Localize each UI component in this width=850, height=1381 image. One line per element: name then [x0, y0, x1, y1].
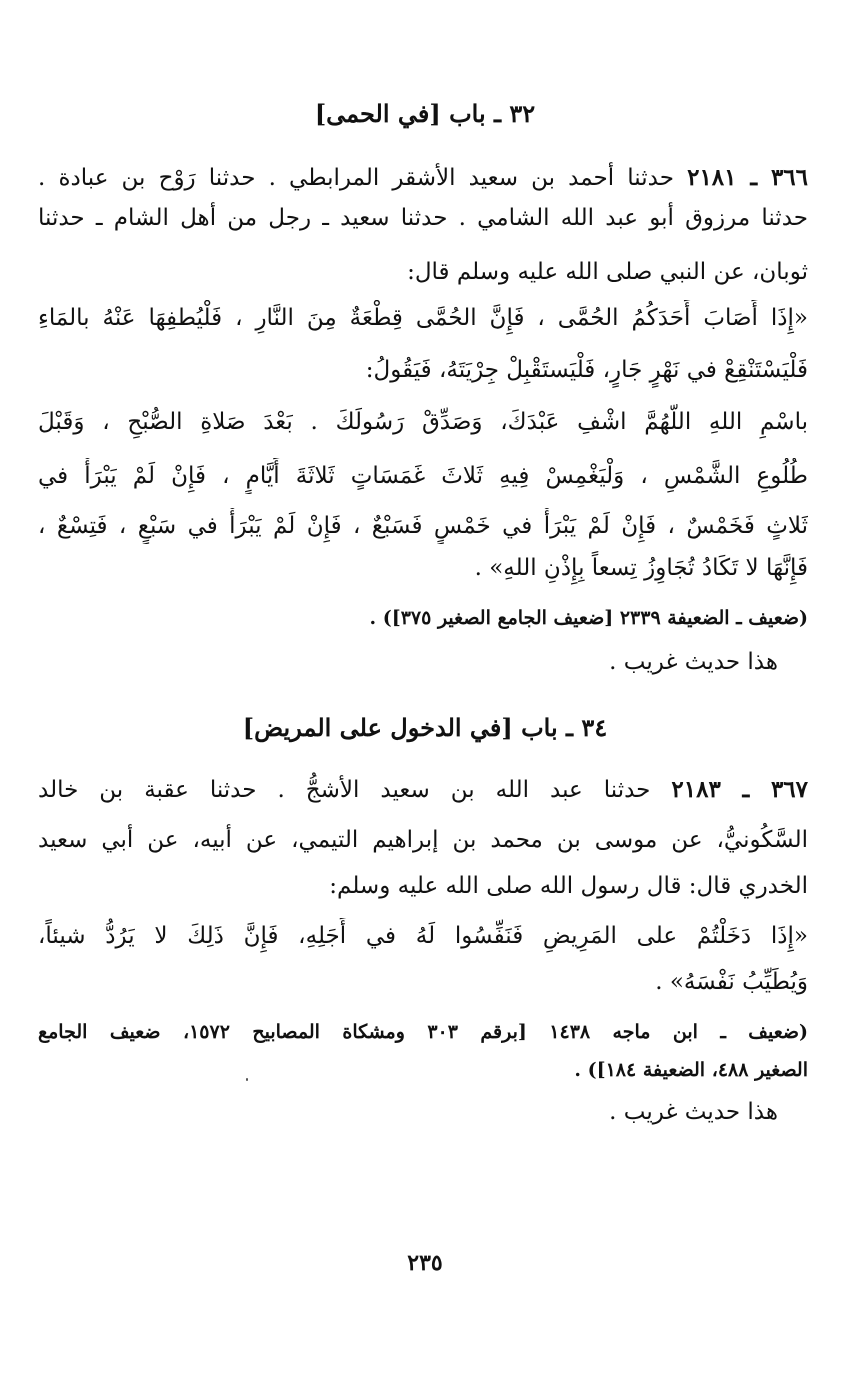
chapter-heading: ٣٢ ـ باب [في الحمى]: [314, 99, 536, 128]
hadith-matn-line: فَإِنَّهَا لا تَكَادُ تُجَاوِزُ تِسعاً بِإِذْنِ اللهِ» .: [474, 555, 808, 581]
hadith-number: ٣٦٧ ـ ٢١٨٣: [671, 776, 808, 803]
hadith-line: السَّكُونيُّ، عن موسى بن محمد بن إبراهيم التيمي، عن أبيه، عن أبي سعيد: [38, 827, 808, 853]
hadith-comment: هذا حديث غريب .: [609, 1099, 778, 1125]
hadith-line: الخدري قال: قال رسول الله صلى الله عليه وسلم:: [329, 873, 808, 899]
hadith-line: ثوبان، عن النبي صلى الله عليه وسلم قال:: [407, 259, 808, 285]
hadith-line: [38, 772, 808, 808]
hadith-matn-line: وَيُطَيِّبُ نَفْسَهُ» .: [655, 969, 808, 995]
scan-speck: [246, 1078, 248, 1081]
hadith-grading: الصغير ٤٨٨، الضعيفة ١٨٤]) .: [574, 1059, 808, 1081]
hadith-number: ٣٦٦ ـ ٢١٨١: [687, 164, 808, 191]
hadith-grading: (ضعيف ـ ابن ماجه ١٤٣٨ [برقم ٣٠٣ ومشكاة المصابيح ١٥٧٢، ضعيف الجامع: [38, 1021, 808, 1043]
page-number: ٢٣٥: [407, 1250, 443, 1276]
hadith-matn-line: «إِذَا أَصَابَ أَحَدَكُمُ الحُمَّى ، فَإِنَّ الحُمَّى قِطْعَةٌ مِنَ النَّارِ ، فَلْيُطفِهَا عَنْهُ بالمَاءِ: [38, 305, 808, 331]
hadith-matn-line: «إِذَا دَخَلْتُمْ على المَرِيضِ فَنَفِّسُوا لَهُ في أَجَلِهِ، فَإِنَّ ذَلِكَ لا يَرُدُّ شيئاً،: [38, 923, 808, 949]
hadith-matn-line: طُلُوعِ الشَّمْسِ ، وَلْيَغْمِسْ فِيهِ ثَلاثَ غَمَسَاتٍ ثَلاثَةَ أَيَّامٍ ، فَإِنْ لَمْ يَبْرَأْ في: [38, 463, 808, 489]
hadith-text: حدثنا أحمد بن سعيد الأشقر المرابطي . حدثنا رَوْح بن عبادة .: [38, 165, 674, 191]
hadith-comment: هذا حديث غريب .: [609, 649, 778, 675]
hadith-matn-line: فَلْيَسْتَنْقِعْ في نَهْرٍ جَارٍ، فَلْيَستَقْبِلْ جِرْيَتَهُ، فَيَقُولُ:: [365, 357, 808, 383]
hadith-line: حدثنا مرزوق أبو عبد الله الشامي . حدثنا سعيد ـ رجل من أهل الشام ـ حدثنا: [38, 205, 808, 231]
hadith-grading: (ضعيف ـ الضعيفة ٢٣٣٩ [ضعيف الجامع الصغير ٣٧٥]) .: [369, 607, 808, 629]
hadith-text: حدثنا عبد الله بن سعيد الأشجُّ . حدثنا عقبة بن خالد: [38, 777, 651, 803]
hadith-matn-line: ثَلاثٍ فَخَمْسٌ ، فَإِنْ لَمْ يَبْرَأْ في خَمْسٍ فَسَبْعٌ ، فَإِنْ لَمْ يَبْرَأْ في سَبْعٍ ، فَتِسْعٌ ،: [38, 513, 808, 539]
chapter-heading: ٣٤ ـ باب [في الدخول على المريض]: [242, 713, 608, 742]
hadith-line: [38, 160, 808, 196]
hadith-matn-line: باسْمِ اللهِ اللَّهُمَّ اشْفِ عَبْدَكَ، وَصَدِّقْ رَسُولَكَ . بَعْدَ صَلاةِ الصُّبْحِ ، وَقَبْلَ: [38, 409, 808, 435]
